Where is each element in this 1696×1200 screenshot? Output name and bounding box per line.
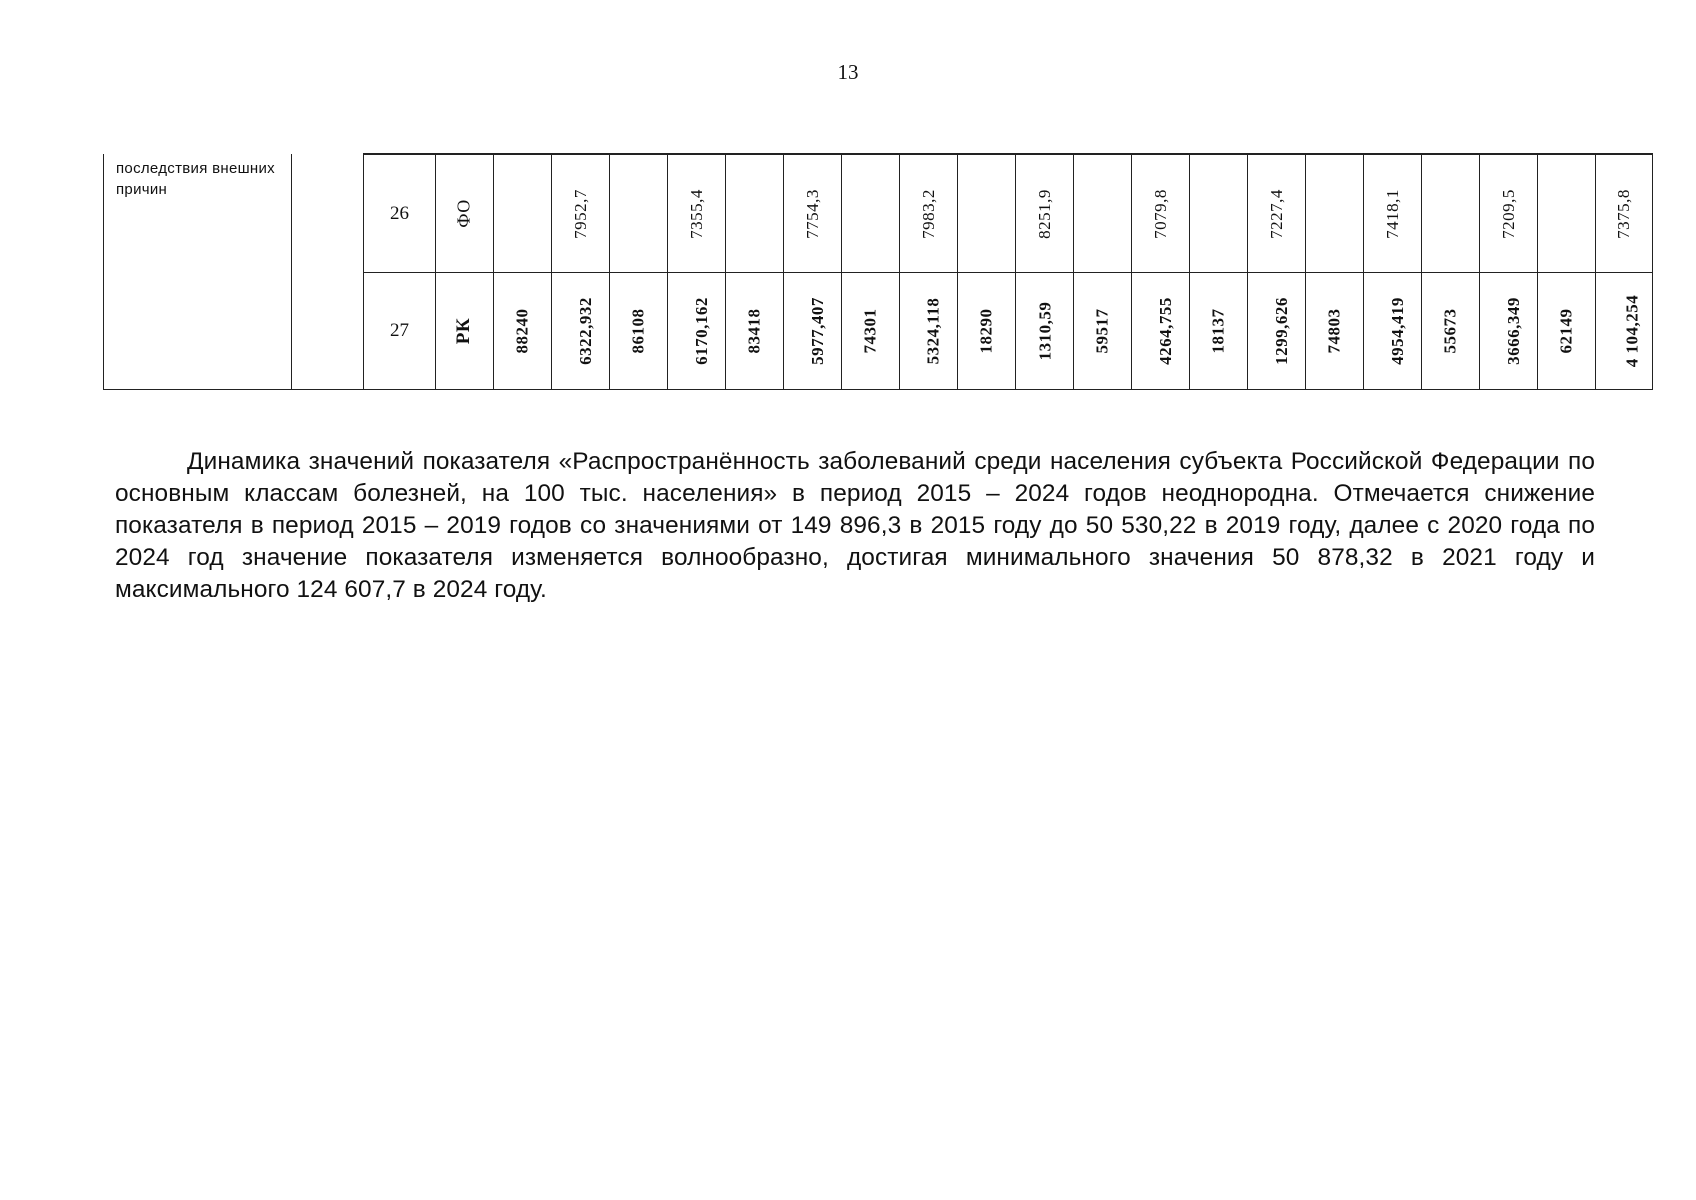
value-cell bbox=[1248, 154, 1306, 273]
value-cell bbox=[1248, 273, 1306, 390]
value-cell bbox=[1306, 273, 1364, 390]
value-cell bbox=[1538, 273, 1596, 390]
value-text: 1299,626 bbox=[1271, 297, 1291, 365]
value-cell bbox=[610, 273, 668, 390]
level-cell bbox=[436, 273, 494, 390]
value-cell bbox=[494, 273, 552, 390]
value-text: 59517 bbox=[1092, 308, 1112, 354]
value-cell bbox=[1190, 273, 1248, 390]
value-text: 4954,419 bbox=[1387, 297, 1407, 365]
value-cell bbox=[726, 273, 784, 390]
row-number: 27 bbox=[364, 273, 436, 390]
value-text: 8251,9 bbox=[1034, 188, 1054, 239]
value-text: 6322,932 bbox=[575, 297, 595, 365]
value-cell bbox=[1016, 154, 1074, 273]
value-text: 7079,8 bbox=[1150, 188, 1170, 239]
value-cell bbox=[1132, 154, 1190, 273]
value-cell bbox=[610, 154, 668, 273]
value-text: 7355,4 bbox=[686, 188, 706, 239]
value-text: 7418,1 bbox=[1382, 188, 1402, 239]
value-cell bbox=[900, 273, 958, 390]
value-cell bbox=[1306, 154, 1364, 273]
value-cell bbox=[1596, 273, 1653, 390]
value-text: 5977,407 bbox=[807, 297, 827, 365]
value-text: 18137 bbox=[1208, 308, 1228, 354]
value-cell bbox=[1016, 273, 1074, 390]
value-text: 55673 bbox=[1440, 308, 1460, 354]
value-cell bbox=[958, 154, 1016, 273]
value-cell bbox=[552, 273, 610, 390]
value-text: 7227,4 bbox=[1266, 188, 1286, 239]
value-text: 83418 bbox=[744, 308, 764, 354]
value-text: 88240 bbox=[512, 308, 532, 354]
value-text: 18290 bbox=[976, 308, 996, 354]
value-cell bbox=[726, 154, 784, 273]
level-label: РК bbox=[453, 317, 475, 345]
page-number: 13 bbox=[837, 60, 859, 84]
value-text: 4 104,254 bbox=[1622, 294, 1642, 368]
value-text: 7983,2 bbox=[918, 188, 938, 239]
value-text: 3666,349 bbox=[1503, 297, 1523, 365]
value-cell bbox=[1422, 273, 1480, 390]
level-label: ФО bbox=[453, 199, 474, 228]
value-text: 7209,5 bbox=[1498, 188, 1518, 239]
value-cell bbox=[784, 273, 842, 390]
value-cell bbox=[1190, 154, 1248, 273]
value-text: 86108 bbox=[628, 308, 648, 354]
value-cell bbox=[842, 154, 900, 273]
value-cell bbox=[1480, 273, 1538, 390]
value-text: 74301 bbox=[860, 308, 880, 354]
value-cell bbox=[1480, 154, 1538, 273]
value-cell bbox=[784, 154, 842, 273]
value-cell bbox=[552, 154, 610, 273]
value-text: 4264,755 bbox=[1155, 297, 1175, 365]
value-cell bbox=[958, 273, 1016, 390]
cause-label: последствия внешних причин bbox=[104, 154, 292, 390]
value-cell bbox=[1074, 154, 1132, 273]
value-cell bbox=[1364, 154, 1422, 273]
value-text: 62149 bbox=[1556, 308, 1576, 354]
level-cell bbox=[436, 154, 494, 273]
value-cell bbox=[494, 154, 552, 273]
value-cell bbox=[1422, 154, 1480, 273]
analysis-paragraph: Динамика значений показателя «Распространённость заболеваний среди населения субъекта Российской Федерации по основным классам болезней, на 100 тыс. населения» в период 2015 – 2024 годов неоднородна. Отмечается снижение показателя в период 2015 – 2019 годов со значениями от 149 896,3 в 2015 году до 50 530,22 в 2019 году, далее с 2020 года по 2024 год значение показателя изменяется волнообразно, достигая минимального значения 50 878,32 в 2021 году и максимального 124 607,7 в 2024 году. bbox=[115, 448, 1595, 604]
value-text: 74803 bbox=[1324, 308, 1344, 354]
value-cell bbox=[1364, 273, 1422, 390]
value-cell bbox=[1074, 273, 1132, 390]
value-cell bbox=[842, 273, 900, 390]
row-number: 26 bbox=[364, 154, 436, 273]
table-row bbox=[104, 154, 1653, 273]
value-cell bbox=[1538, 154, 1596, 273]
value-cell bbox=[1596, 154, 1653, 273]
value-text: 6170,162 bbox=[691, 297, 711, 365]
value-text: 7754,3 bbox=[802, 188, 822, 239]
value-cell bbox=[900, 154, 958, 273]
value-cell bbox=[668, 154, 726, 273]
value-cell bbox=[1132, 273, 1190, 390]
indicator-table bbox=[103, 153, 1653, 390]
empty-cell bbox=[292, 154, 364, 390]
value-text: 7375,8 bbox=[1614, 188, 1633, 239]
value-text: 5324,118 bbox=[923, 297, 943, 365]
value-cell bbox=[668, 273, 726, 390]
value-text: 7952,7 bbox=[570, 188, 590, 239]
value-text: 1310,59 bbox=[1035, 301, 1055, 361]
